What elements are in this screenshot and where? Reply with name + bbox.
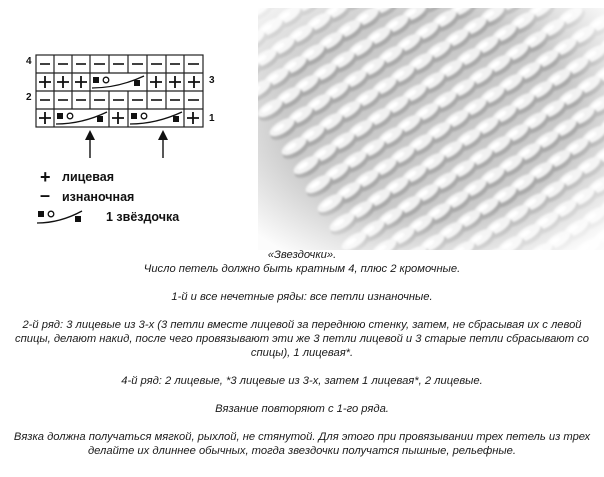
row3-star-symbol bbox=[92, 76, 144, 88]
row1-star-symbol-1 bbox=[56, 112, 107, 124]
instruction-line-row2-b: спицы, делают накид, после чего провязывают эти же 3 петли лицевой и 3 старые петли сбрасывают со bbox=[15, 333, 589, 345]
row-number-3: 3 bbox=[209, 75, 215, 86]
row-number-4: 4 bbox=[26, 56, 32, 67]
instruction-line-row2-c: спицы), 1 лицевая*. bbox=[250, 347, 354, 359]
row-number-2: 2 bbox=[26, 92, 32, 103]
row-number-1: 1 bbox=[209, 113, 215, 124]
row3-knit-marks bbox=[39, 76, 200, 88]
arrow-icon bbox=[85, 130, 168, 158]
legend-purl-label: изнаночная bbox=[62, 190, 135, 204]
instruction-line-row4: 4-й ряд: 2 лицевые, *3 лицевые из 3-х, затем 1 лицевая*, 2 лицевые. bbox=[121, 375, 483, 387]
knitting-chart bbox=[0, 0, 260, 240]
legend-knit-label: лицевая bbox=[62, 170, 115, 184]
instruction-line-stitch-count: Число петель должно быть кратным 4, плюс 2 кромочные. bbox=[143, 263, 461, 275]
instruction-line-tip-a: Вязка должна получаться мягкой, рыхлой, не стянутой. Для этого при провязывании трех петель из трех bbox=[13, 431, 591, 443]
legend-purl-symbol: – bbox=[40, 185, 51, 205]
instruction-line-tip-b: делайте их длиннее обычных, тогда звездочки получатся пышные, рельефные. bbox=[88, 445, 516, 457]
instructions-text bbox=[0, 248, 604, 458]
knitting-chart-panel bbox=[0, 0, 260, 240]
legend-knit-symbol: + bbox=[40, 167, 51, 187]
pattern-title: «Звездочки». bbox=[267, 249, 337, 261]
instruction-line-row2-a: 2-й ряд: 3 лицевые из 3-х (3 петли вместе лицевой за переднюю стенку, затем, не сбрасывая их с левой bbox=[22, 319, 582, 331]
row1-star-symbol-2 bbox=[130, 112, 182, 124]
knitted-fabric-photo bbox=[258, 8, 604, 250]
legend bbox=[37, 167, 180, 224]
instruction-line-repeat: Вязание повторяют с 1-го ряда. bbox=[215, 403, 389, 415]
legend-star-symbol bbox=[37, 211, 82, 223]
instruction-line-odd-rows: 1-й и все нечетные ряды: все петли изнаночные. bbox=[171, 291, 433, 303]
legend-star-label: 1 звёздочка bbox=[106, 210, 180, 224]
